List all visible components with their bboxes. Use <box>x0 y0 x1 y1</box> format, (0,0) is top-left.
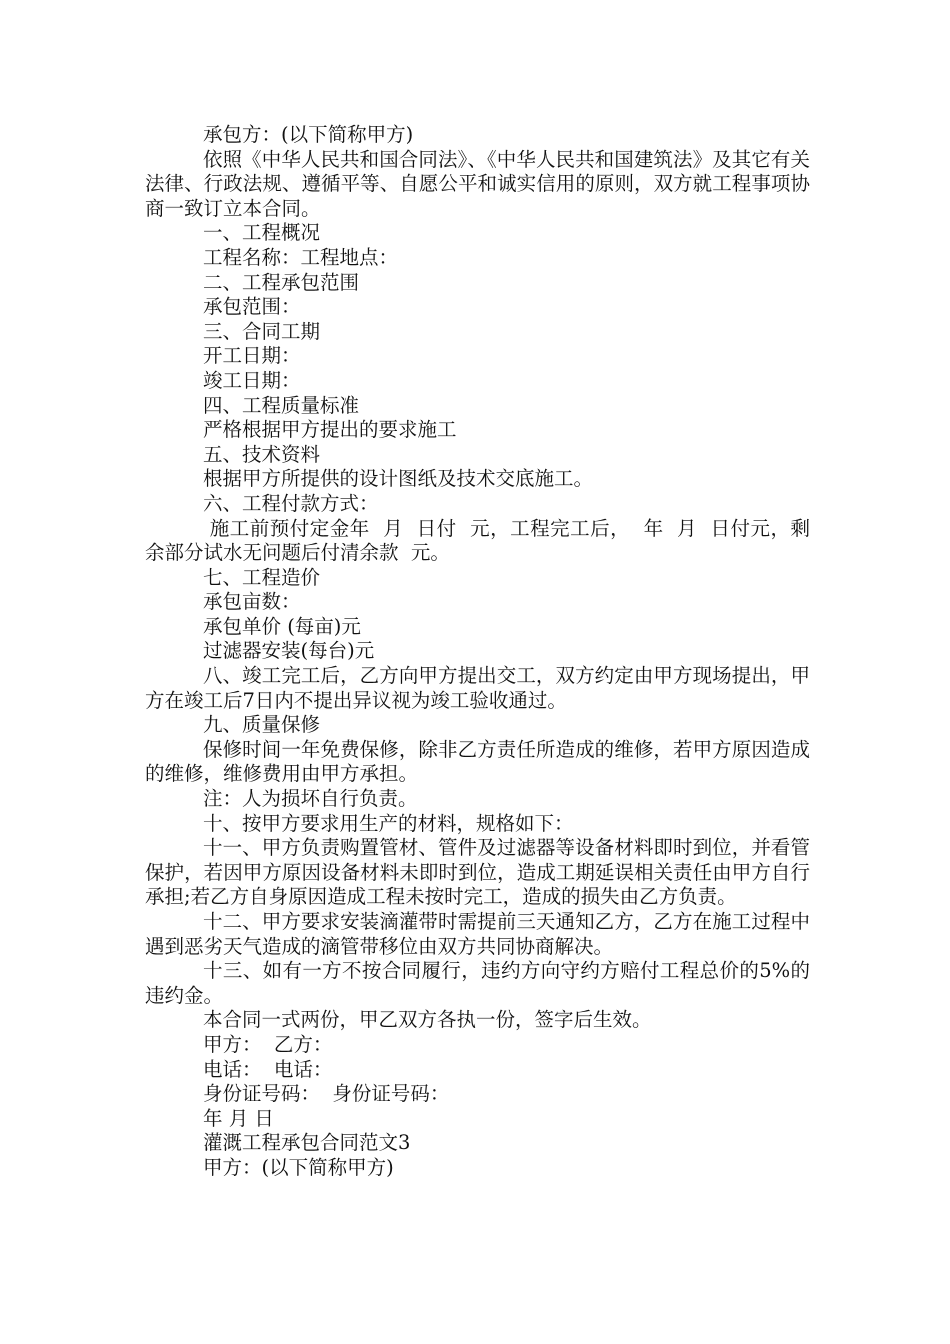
paragraph-preamble: 依照《中华人民共和国合同法》、《中华人民共和国建筑法》及其它有关法律、行政法规、遵循平等、自愿公平和诚实信用的原则，双方就工程事项协商一致订立本合同。 <box>145 147 810 220</box>
signature-phones: 电话： 电话： <box>203 1057 333 1081</box>
paragraph-technical: 根据甲方所提供的设计图纸及技术交底施工。 <box>203 467 594 491</box>
paragraph-acceptance: 八、竣工完工后，乙方向甲方提出交工，双方约定由甲方现场提出，甲方在竣工后7日内不提出异议视为竣工验收通过。 <box>145 664 810 712</box>
document-body <box>145 123 810 1181</box>
section-heading-7: 七、工程造价 <box>203 565 321 589</box>
signature-parties: 甲方： 乙方： <box>203 1032 333 1056</box>
paragraph-copies: 本合同一式两份，甲乙双方各执一份，签字后生效。 <box>203 1008 652 1032</box>
paragraph-materials: 十、按甲方要求用生产的材料，规格如下： <box>203 811 574 835</box>
paragraph-clause-13: 十三、如有一方不按合同履行，违约方向守约方赔付工程总价的5%的违约金。 <box>145 959 810 1007</box>
section-heading-1: 一、工程概况 <box>203 221 321 245</box>
signature-date: 年 月 日 <box>203 1106 274 1130</box>
next-sample-title: 灌溉工程承包合同范文3 <box>203 1131 411 1155</box>
paragraph-end-date: 竣工日期： <box>203 368 301 392</box>
paragraph-quality: 严格根据甲方提出的要求施工 <box>203 418 457 442</box>
paragraph-filter-install: 过滤器安装(每台)元 <box>203 639 375 663</box>
signature-id-numbers: 身份证号码： 身份证号码： <box>203 1082 450 1106</box>
paragraph-note: 注：人为损坏自行负责。 <box>203 787 418 811</box>
paragraph-payment: 施工前预付定金年 月 日付 元，工程完工后， 年 月 日付元，剩余部分试水无问题后付清余款 元。 <box>145 516 810 565</box>
section-heading-4: 四、工程质量标准 <box>203 393 360 417</box>
section-heading-2: 二、工程承包范围 <box>203 270 360 294</box>
paragraph-acreage: 承包亩数： <box>203 590 301 614</box>
paragraph-scope: 承包范围： <box>203 295 301 319</box>
paragraph-clause-12: 十二、甲方要求安装滴灌带时需提前三天通知乙方，乙方在施工过程中遇到恶劣天气造成的滴管带移位由双方共同协商解决。 <box>145 910 810 958</box>
paragraph-clause-11: 十一、甲方负责购置管材、管件及过滤器等设备材料即时到位，并看管保护，若因甲方原因设备材料未即时到位，造成工期延误相关责任由甲方自行承担;若乙方自身原因造成工程未按时完工，造成的损失由乙方负责。 <box>145 836 810 909</box>
section-heading-3: 三、合同工期 <box>203 319 321 343</box>
next-party-a: 甲方：(以下简称甲方) <box>203 1155 394 1179</box>
section-heading-9: 九、质量保修 <box>203 713 321 737</box>
section-heading-6: 六、工程付款方式： <box>203 491 379 515</box>
section-heading-5: 五、技术资料 <box>203 442 321 466</box>
paragraph-project-name: 工程名称：工程地点： <box>203 245 399 269</box>
paragraph-warranty: 保修时间一年免费保修，除非乙方责任所造成的维修，若甲方原因造成的维修，维修费用由甲方承担。 <box>145 737 810 786</box>
paragraph-unit-price: 承包单价 (每亩)元 <box>203 614 361 638</box>
paragraph-contractor: 承包方：(以下简称甲方) <box>203 123 414 146</box>
paragraph-start-date: 开工日期： <box>203 344 301 368</box>
